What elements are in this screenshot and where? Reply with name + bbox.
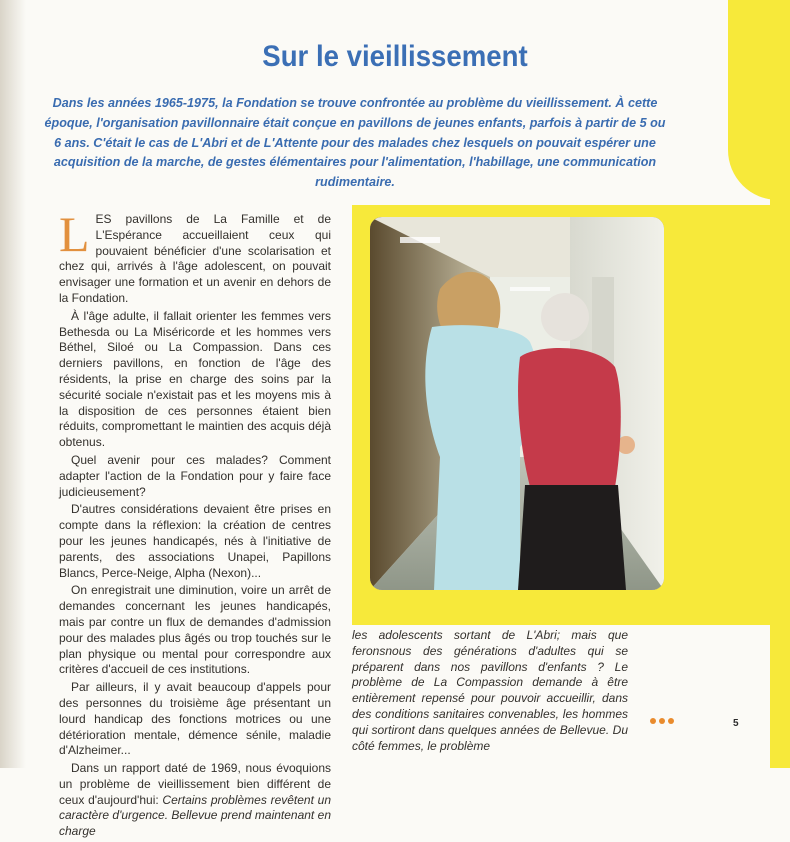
page-binding-shadow bbox=[0, 0, 26, 768]
decorative-dots bbox=[650, 718, 674, 724]
dot-icon bbox=[650, 718, 656, 724]
intro-paragraph: Dans les années 1965-1975, la Fondation se trouve confrontée au problème du vieillissement. À cette époque, l'organisation pavillonnaire était conçue en pavillons de jeunes enfants, parfois à partir de 5 ou 6 ans. C'était le cas de L'Abri et de L'Attente pour des malades chez lesquels on pouvait espérer une acquisition de la marche, de gestes élémentaires pour l'alimentation, l'habillage, une communication rudimentaire. bbox=[44, 96, 666, 190]
yellow-edge-band bbox=[770, 0, 790, 768]
body-paragraph-7: Dans un rapport daté de 1969, nous évoquions un problème de vieillissement bien différent de ceux d'aujourd'hui: Certains problèmes revêtent un caractère d'urgence. Bellevue prend maintenant en charge bbox=[59, 761, 331, 839]
dot-icon bbox=[668, 718, 674, 724]
body-paragraph-continued: les adolescents sortant de L'Abri; mais que feronsnous des générations d'adultes qui se préparent dans nos pavillons d'enfants ? Le problème de La Compassion demande à être entièrement repensé pour pouvoir accueillir, dans des conditions sanitaires convenables, les hommes qui sortiront dans quelques années de Bellevue. Du côté femmes, le problème bbox=[352, 628, 628, 753]
page-title: Sur le vieillissement bbox=[262, 40, 528, 73]
right-column bbox=[352, 628, 628, 756]
dot-icon bbox=[659, 718, 665, 724]
body-paragraph-5: On enregistrait une diminution, voire un arrêt de demandes concernant les jeunes handicapés, mais par contre un flux de demandes d'admission pour des malades plus âgés ou trop touchés sur le plan physique ou mental pour correspondre aux critères d'accueil de ces institutions. bbox=[59, 583, 331, 677]
body-paragraph-6: Par ailleurs, il y avait beaucoup d'appels pour des personnes du troisième âge présentant un lourd handicap des fonctions motrices ou une détérioration mentale, démence sénile, maladie d'Alzheimer... bbox=[59, 680, 331, 758]
left-column bbox=[59, 206, 331, 842]
body-paragraph-2: À l'âge adulte, il fallait orienter les femmes vers Bethesda ou La Miséricorde et les hommes vers Béthel, Siloé ou La Compassion. Dans ces derniers pavillons, en fonction de l'âge des résidents, la prise en charge des soins par la sécurité sociale n'existait pas et les moyens mis à la disposition de ces personnes étaient bien réduits, compromettant le maintien des acquis déjà obtenus. bbox=[59, 308, 331, 450]
page-number: 5 bbox=[733, 718, 739, 729]
drop-cap: L bbox=[59, 206, 90, 262]
body-paragraph-3: Quel avenir pour ces malades? Comment adapter l'action de la Fondation pour y faire face judicieusement? bbox=[59, 452, 331, 499]
body-paragraph-1: LES pavillons de La Famille et de L'Espérance accueillaient ceux qui pouvaient bénéficier d'une scolarisation et chez qui, arrivés à l'âge adolescent, on pouvait envisager une formation et un avenir en dehors de la Fondation. bbox=[59, 206, 331, 305]
body-paragraph-4: D'autres considérations devaient être prises en compte dans la réflexion: la création de centres pour les jeunes handicapés, nés à l'initiative de parents, des associations Unapei, Papillons Blancs, Perce-Neige, Alpha (Nexon)... bbox=[59, 502, 331, 580]
photo-nurse-and-elderly-woman bbox=[370, 217, 664, 590]
